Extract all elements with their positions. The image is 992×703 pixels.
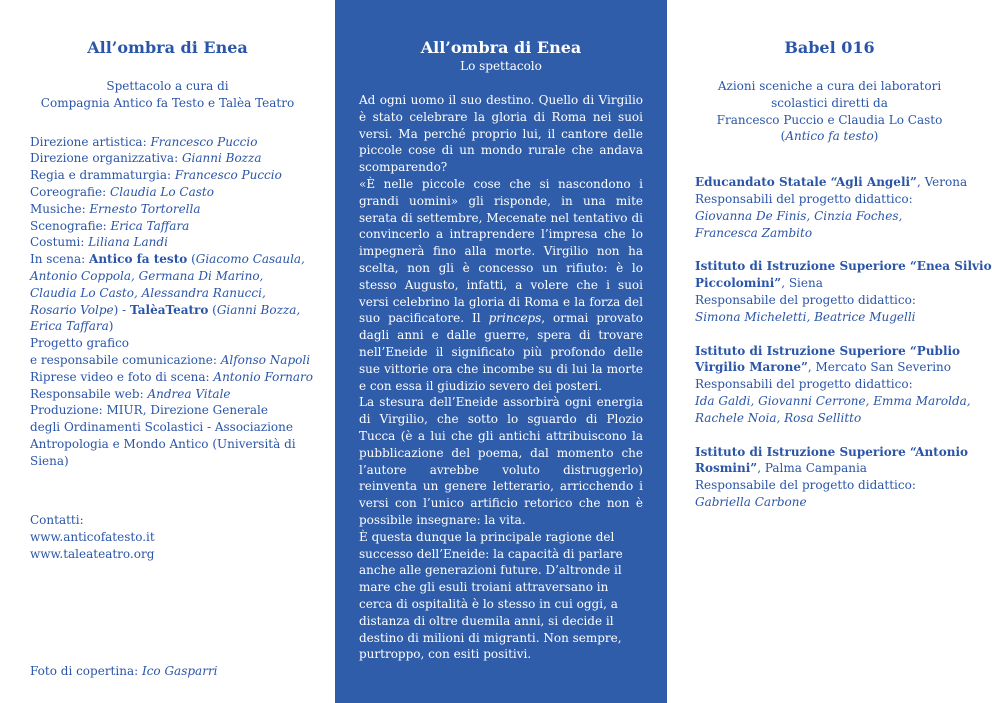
paren: ): [108, 319, 114, 334]
contacts-block: [30, 512, 155, 562]
school-name: Educandato Statale “Agli Angeli”: [695, 175, 917, 190]
separator: ) -: [113, 302, 130, 317]
in-scena-line-4: [30, 302, 305, 319]
school-entry: [695, 444, 969, 511]
desc-line: scolastici diretti da: [771, 95, 888, 110]
school-name: Rosmini”: [695, 461, 758, 476]
paragraph: [359, 176, 643, 394]
right-title: Babel 016: [784, 38, 875, 57]
schools-list: [695, 174, 992, 511]
school-name: Istituto di Istruzione Superiore “Enea Silvio: [695, 259, 992, 274]
credit-value: Francesco Puccio: [150, 134, 258, 149]
credits-column: [0, 0, 335, 703]
subtitle-line: Spettacolo a cura di: [106, 79, 229, 93]
credit-value: Alfonso Napoli: [220, 352, 311, 367]
produzione-line: Siena): [30, 453, 69, 468]
resp-label: Responsabile del progetto didattico:: [695, 292, 916, 307]
credit-label: Foto di copertina:: [30, 664, 142, 678]
credit-row: [30, 352, 311, 369]
school-name: Istituto di Istruzione Superiore “Publio: [695, 343, 961, 358]
left-title: All’ombra di Enea: [87, 38, 248, 57]
school-name: Piccolomini”: [695, 276, 782, 291]
mid-subtitle: Lo spettacolo: [460, 59, 542, 73]
produzione-line: degli Ordinamenti Scolastici - Associazione: [30, 420, 293, 435]
credit-label: Direzione organizzativa:: [30, 151, 182, 166]
credit-value: Erica Taffara: [110, 218, 190, 233]
company-name: Antico fa testo: [785, 129, 874, 144]
company-name: TalèaTeatro: [129, 302, 209, 317]
left-subtitle: [30, 78, 305, 112]
progetto-grafico: Progetto grafico: [30, 336, 130, 351]
credit-value: Ernesto Tortorella: [89, 201, 201, 216]
produzione-line: Produzione: MIUR, Direzione Generale: [30, 403, 268, 418]
teacher-names: Francesca Zambito: [695, 225, 813, 240]
teacher-names: Ida Galdi, Giovanni Cerrone, Emma Marolda,: [695, 393, 971, 408]
cover-credit: [30, 663, 218, 680]
in-scena-label: In scena:: [30, 252, 90, 267]
credit-row: [30, 386, 305, 403]
in-scena-line-3: Claudia Lo Casto, Alessandra Ranucci,: [30, 285, 266, 300]
right-description: [695, 78, 964, 145]
paragraph: La stesura dell’Eneide assorbirà ogni energia di Virgilio, che sotto lo sguardo di Plozio Tucca (è a lui che gli antichi attribuiscono la pubblicazione del poema, dal momento che l’autore avrebbe voluto distruggerlo) reinventa un genere letterario, arricchendo i versi con l’unico artificio retorico che non è possibile insegnare: la vita.: [359, 395, 643, 527]
school-name: Virgilio Marone”: [695, 360, 808, 375]
credit-value: Claudia Lo Casto: [110, 184, 214, 199]
italic-term: princeps: [488, 311, 542, 326]
credit-row: [30, 234, 305, 251]
in-scena-line-2: Antonio Coppola, Germana Di Marino,: [30, 268, 264, 283]
credit-label: Responsabile web:: [30, 386, 148, 401]
credit-row: [30, 201, 305, 218]
paren: (: [187, 252, 196, 267]
website-link[interactable]: www.taleateatro.org: [30, 546, 155, 561]
resp-label: Responsabili del progetto didattico:: [695, 377, 913, 392]
subtitle-line: Compagnia Antico fa Testo e Talèa Teatro: [40, 95, 295, 110]
school-location: , Verona: [916, 175, 968, 190]
paragraph: È questa dunque la principale ragione del successo dell’Eneide: la capacità di parlare anche alle generazioni future. D’altronde il mare che gli esuli troiani attraversano in cerca di ospitalità è lo stesso in cui oggi, a distanza di oltre duemila anni, si decide il destino di milioni di migranti. Non sempre, purtroppo, con esiti positivi.: [359, 529, 623, 662]
credit-label: Scenografie:: [30, 218, 111, 233]
credit-value: Francesco Puccio: [174, 168, 282, 183]
credit-value: Gianni Bozza: [181, 151, 262, 166]
credit-label: Costumi:: [30, 235, 89, 250]
credit-value: Andrea Vitale: [147, 386, 231, 401]
credit-row: [30, 150, 305, 167]
credit-label: Direzione artistica:: [30, 134, 151, 149]
teacher-names: Giovanna De Finis, Cinzia Foches,: [695, 208, 903, 223]
description-text: [359, 92, 643, 663]
school-location: , Mercato San Severino: [807, 360, 952, 375]
mid-title: All’ombra di Enea: [420, 38, 582, 57]
credit-row: [30, 167, 305, 184]
company-name: Antico fa testo: [89, 252, 188, 267]
credit-value: Liliana Landi: [88, 235, 168, 250]
resp-label: Responsabile del progetto didattico:: [695, 478, 916, 493]
credit-row: [30, 218, 305, 235]
text-run: , ormai provato dagli anni e dalle guerre, spera di trovare nell’Eneide il significato più profondo delle sue vittorie ora che incombe su di lui la morte e con essa il giudizio severo dei posteri.: [359, 311, 643, 393]
school-entry: [695, 343, 971, 427]
school-entry: [695, 174, 968, 241]
school-location: , Palma Campania: [757, 461, 867, 476]
teacher-names: Rachele Noia, Rosa Sellitto: [695, 410, 862, 425]
paren: (: [208, 302, 217, 317]
in-scena-line-5: [30, 318, 305, 335]
paren: (: [780, 129, 786, 144]
desc-line: Francesco Puccio e Claudia Lo Casto: [716, 112, 943, 127]
credit-row: [30, 134, 305, 151]
website-link[interactable]: www.anticofatesto.it: [30, 529, 155, 544]
produzione-line: Antropologia e Mondo Antico (Università di: [30, 436, 296, 451]
schools-column: [667, 0, 992, 703]
teacher-names: Gabriella Carbone: [695, 494, 807, 509]
credit-value: Antonio Fornaro: [213, 369, 313, 384]
cast-names: Erica Taffara: [30, 319, 109, 334]
desc-line: [695, 128, 964, 145]
paragraph: Ad ogni uomo il suo destino. Quello di Virgilio è stato celebrare la gloria di Roma nei suoi versi. Ma perché proprio lui, il cantore delle piccole cose di un mondo rurale che andava scomparendo?: [359, 93, 643, 175]
cast-names: Gianni Bozza,: [216, 302, 301, 317]
cast-names: Giacomo Casaula,: [195, 252, 305, 267]
credit-label: Musiche:: [30, 201, 90, 216]
school-name: Istituto di Istruzione Superiore “Antonio: [695, 444, 969, 459]
school-entry: [695, 258, 992, 325]
resp-label: Responsabili del progetto didattico:: [695, 191, 913, 206]
show-description-column: [335, 0, 667, 703]
school-location: , Siena: [781, 276, 823, 291]
paren: ): [873, 129, 879, 144]
credit-row: [30, 369, 313, 386]
text-run: «È nelle piccole cose che si nascondono i grandi uomini» gli risponde, in una mite serata di settembre, Mecenate nel tentativo di convincerlo a intraprendere l’impresa che lo impegnerà fino alla morte. Virgilio non ha scelta, non gli è concesso un rifiuto: è lo stesso Augusto, infatti, a volere che i suoi versi celebrino la gloria di Roma e la forza del suo pacificatore. Il: [359, 176, 643, 326]
credit-row: [30, 184, 305, 201]
credit-label: Regia e drammaturgia:: [30, 168, 175, 183]
desc-line: Azioni sceniche a cura dei laboratori: [717, 79, 942, 93]
credit-label: Coreografie:: [30, 184, 111, 199]
teacher-names: Simona Micheletti, Beatrice Mugelli: [695, 309, 916, 324]
in-scena-line-1: [30, 251, 305, 268]
credits-list: [30, 134, 313, 470]
credit-value: Ico Gasparri: [141, 664, 218, 678]
contacts-label: Contatti:: [30, 513, 84, 527]
credit-label: e responsabile comunicazione:: [30, 352, 221, 367]
credit-label: Riprese video e foto di scena:: [30, 369, 214, 384]
cast-names: Rosario Volpe: [30, 302, 114, 317]
